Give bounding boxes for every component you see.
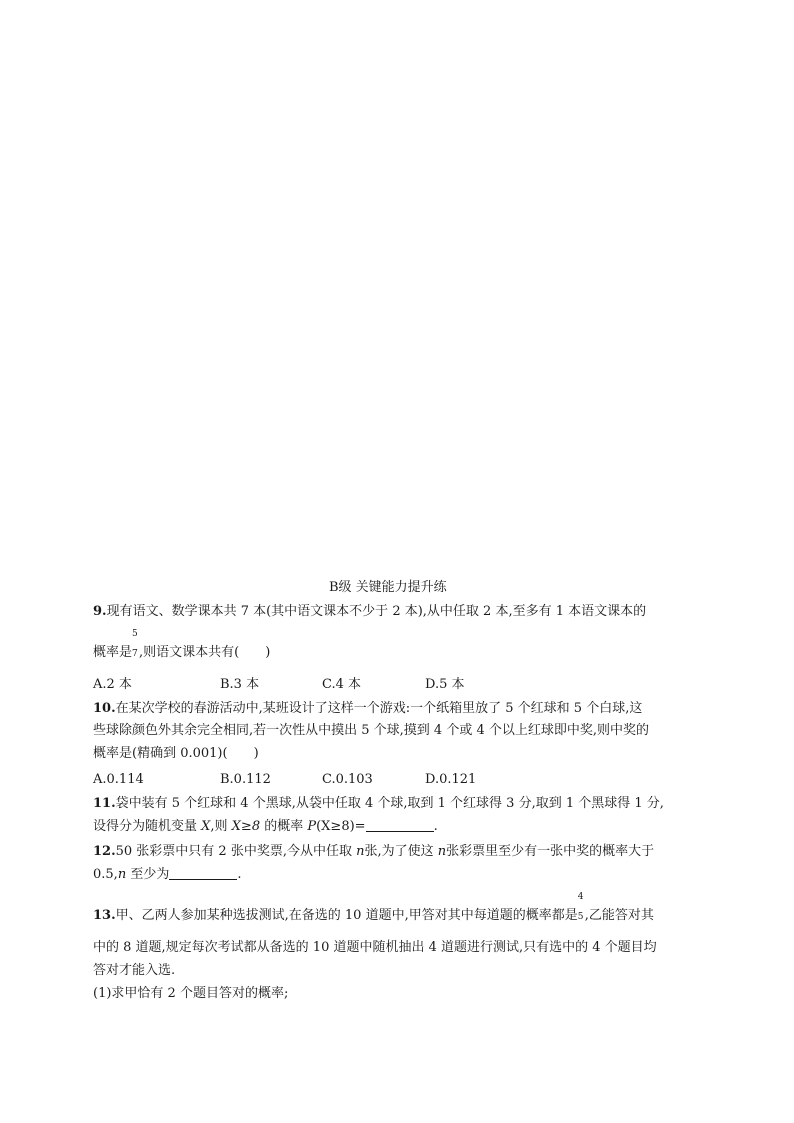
question-12-line-1: 12.50 张彩票中只有 2 张中奖票,今从中任取 n张,为了使这 n张彩票里至少有一张中奖的概率大于	[93, 844, 655, 859]
question-13-line-2: 中的 8 道题,规定每次考试都从备选的 10 道题中随机抽出 4 道题进行测试,只有选中的 4 个题目均	[93, 940, 657, 955]
question-9-option-b: B.3 本	[220, 677, 260, 692]
question-9-line-2: 概率是 5 7,则语文课本共有( )	[93, 644, 270, 663]
question-10-option-a: A.0.114	[93, 772, 144, 787]
question-10-option-b: B.0.112	[220, 772, 271, 787]
question-10-line-1: 10.在某次学校的春游活动中,某班设计了这样一个游戏:一个纸箱里放了 5 个红球和 5 个白球,这	[93, 701, 643, 716]
question-9-number: 9.	[93, 604, 107, 619]
question-9-line-1: 9.现有语文、数学课本共 7 本(其中语文课本不少于 2 本),从中任取 2 本,至多有 1 本语文课本的	[93, 604, 647, 619]
question-10-option-d: D.0.121	[425, 772, 477, 787]
question-11-line-2: 设得分为随机变量 X,则 X≥8 的概率 P(X≥8)= .	[93, 819, 438, 834]
question-13-line-1: 13.甲、乙两人参加某种选拔测试,在备选的 10 道题中,甲答对其中每道题的概率都是 4 5,乙能答对其	[93, 907, 654, 926]
question-13-line-3: 答对才能入选.	[93, 963, 176, 978]
question-10-line-2: 些球除颜色外其余完全相同,若一次性从中摸出 5 个球,摸到 4 个或 4 个以上红球即中奖,则中奖的	[93, 723, 650, 738]
fraction-5-7: 5 7	[132, 629, 138, 659]
answer-blank[interactable]	[366, 818, 434, 832]
section-title: B级 关键能力提升练	[329, 580, 447, 595]
fraction-4-5: 4 5	[577, 892, 584, 922]
question-9-option-d: D.5 本	[425, 677, 465, 692]
answer-blank[interactable]	[169, 866, 237, 880]
question-9-option-c: C.4 本	[322, 677, 362, 692]
question-9-option-a: A.2 本	[93, 677, 132, 692]
question-12-line-2: 0.5,n 至少为 .	[93, 867, 242, 882]
question-10-option-c: C.0.103	[322, 772, 373, 787]
question-11-line-1: 11.袋中装有 5 个红球和 4 个黑球,从袋中任取 4 个球,取到 1 个红球得 3 分,取到 1 个黑球得 1 分,	[93, 796, 664, 811]
question-10-line-3: 概率是(精确到 0.001)( )	[93, 746, 259, 761]
question-13-line-4: (1)求甲恰有 2 个题目答对的概率;	[93, 986, 289, 1001]
